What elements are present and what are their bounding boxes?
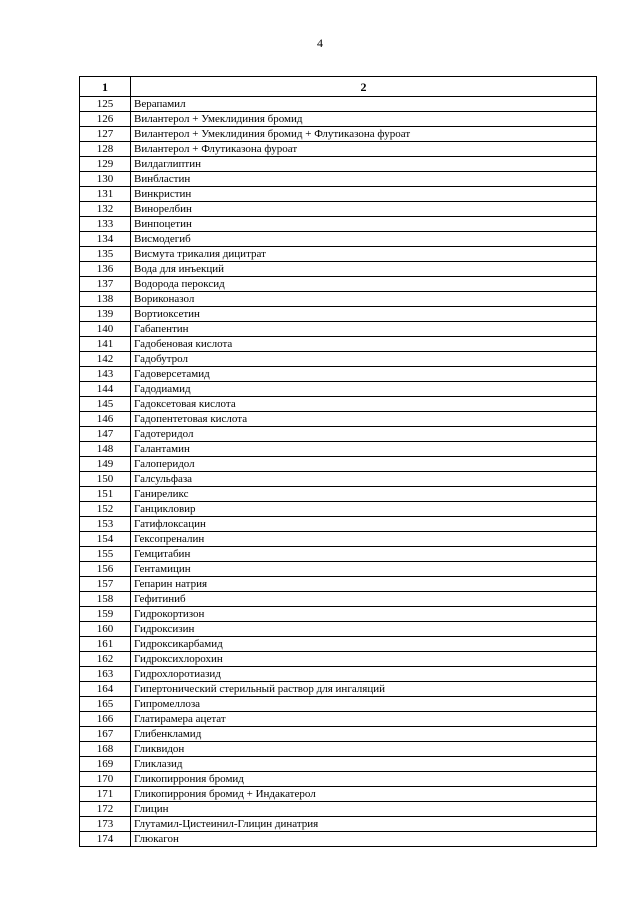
table-row [80, 367, 597, 382]
table-row [80, 712, 597, 727]
drug-name: Гадопентетовая кислота [131, 412, 597, 427]
row-number: 142 [80, 352, 131, 367]
table-row [80, 412, 597, 427]
table-row [80, 127, 597, 142]
table-row [80, 667, 597, 682]
table-header-row [80, 77, 597, 97]
table-row [80, 682, 597, 697]
drug-name: Гатифлоксацин [131, 517, 597, 532]
drug-name: Винбластин [131, 172, 597, 187]
table-row [80, 172, 597, 187]
row-number: 157 [80, 577, 131, 592]
row-number: 135 [80, 247, 131, 262]
table-row [80, 757, 597, 772]
row-number: 130 [80, 172, 131, 187]
table-body [80, 97, 597, 847]
drug-name: Гадобутрол [131, 352, 597, 367]
column-header-number: 1 [80, 77, 131, 97]
table-row [80, 322, 597, 337]
table-row [80, 577, 597, 592]
row-number: 160 [80, 622, 131, 637]
row-number: 173 [80, 817, 131, 832]
drug-name: Винорелбин [131, 202, 597, 217]
table-row [80, 97, 597, 112]
row-number: 166 [80, 712, 131, 727]
drug-name: Гадобеновая кислота [131, 337, 597, 352]
drug-name: Гентамицин [131, 562, 597, 577]
row-number: 143 [80, 367, 131, 382]
row-number: 137 [80, 277, 131, 292]
row-number: 165 [80, 697, 131, 712]
drug-name: Вилдаглиптин [131, 157, 597, 172]
table-row [80, 262, 597, 277]
row-number: 140 [80, 322, 131, 337]
row-number: 136 [80, 262, 131, 277]
row-number: 145 [80, 397, 131, 412]
table-row [80, 832, 597, 847]
row-number: 171 [80, 787, 131, 802]
table-row [80, 622, 597, 637]
row-number: 172 [80, 802, 131, 817]
row-number: 127 [80, 127, 131, 142]
row-number: 153 [80, 517, 131, 532]
drug-name: Винпоцетин [131, 217, 597, 232]
drug-name: Глутамил-Цистеинил-Глицин динатрия [131, 817, 597, 832]
drug-name: Глатирамера ацетат [131, 712, 597, 727]
table-row [80, 592, 597, 607]
table-row [80, 532, 597, 547]
drug-name: Гексопреналин [131, 532, 597, 547]
row-number: 174 [80, 832, 131, 847]
drug-name: Ганиреликс [131, 487, 597, 502]
table-row [80, 487, 597, 502]
table-row [80, 562, 597, 577]
row-number: 146 [80, 412, 131, 427]
row-number: 169 [80, 757, 131, 772]
table-row [80, 517, 597, 532]
table-row [80, 382, 597, 397]
table-row [80, 802, 597, 817]
table-row [80, 352, 597, 367]
drug-name: Галоперидол [131, 457, 597, 472]
row-number: 126 [80, 112, 131, 127]
drug-name: Гадотеридол [131, 427, 597, 442]
row-number: 141 [80, 337, 131, 352]
drug-name: Винкристин [131, 187, 597, 202]
row-number: 138 [80, 292, 131, 307]
drug-name: Галсульфаза [131, 472, 597, 487]
drug-name: Глицин [131, 802, 597, 817]
drug-name: Гадоверсетамид [131, 367, 597, 382]
drug-name: Вилантерол + Умеклидиния бромид [131, 112, 597, 127]
drug-name: Вортиоксетин [131, 307, 597, 322]
table-row [80, 637, 597, 652]
row-number: 139 [80, 307, 131, 322]
table-row [80, 772, 597, 787]
drug-name: Висмута трикалия дицитрат [131, 247, 597, 262]
table-row [80, 457, 597, 472]
row-number: 149 [80, 457, 131, 472]
row-number: 133 [80, 217, 131, 232]
row-number: 129 [80, 157, 131, 172]
row-number: 148 [80, 442, 131, 457]
row-number: 168 [80, 742, 131, 757]
drug-name: Гидроксизин [131, 622, 597, 637]
table-row [80, 157, 597, 172]
table-row [80, 547, 597, 562]
drug-name: Гидроксихлорохин [131, 652, 597, 667]
drug-name: Габапентин [131, 322, 597, 337]
row-number: 159 [80, 607, 131, 622]
drug-name: Верапамил [131, 97, 597, 112]
drug-name: Гликопиррония бромид [131, 772, 597, 787]
drug-name: Гидрокортизон [131, 607, 597, 622]
row-number: 154 [80, 532, 131, 547]
table-row [80, 742, 597, 757]
drug-name: Вилантерол + Флутиказона фуроат [131, 142, 597, 157]
table-row [80, 187, 597, 202]
column-header-name: 2 [131, 77, 597, 97]
drug-name: Глибенкламид [131, 727, 597, 742]
table-row [80, 697, 597, 712]
row-number: 156 [80, 562, 131, 577]
table-row [80, 202, 597, 217]
drug-name: Вилантерол + Умеклидиния бромид + Флутиказона фуроат [131, 127, 597, 142]
row-number: 144 [80, 382, 131, 397]
row-number: 147 [80, 427, 131, 442]
drug-name: Водорода пероксид [131, 277, 597, 292]
row-number: 151 [80, 487, 131, 502]
page-number: 4 [317, 36, 323, 50]
table-row [80, 307, 597, 322]
table-row [80, 247, 597, 262]
row-number: 150 [80, 472, 131, 487]
drug-name: Ганцикловир [131, 502, 597, 517]
table-row [80, 787, 597, 802]
table-row [80, 427, 597, 442]
row-number: 125 [80, 97, 131, 112]
row-number: 162 [80, 652, 131, 667]
drug-name: Вода для инъекций [131, 262, 597, 277]
table-row [80, 817, 597, 832]
table-row [80, 472, 597, 487]
drug-name: Гидроксикарбамид [131, 637, 597, 652]
drug-name: Гипромеллоза [131, 697, 597, 712]
row-number: 131 [80, 187, 131, 202]
row-number: 134 [80, 232, 131, 247]
table-row [80, 112, 597, 127]
row-number: 158 [80, 592, 131, 607]
row-number: 167 [80, 727, 131, 742]
drug-name: Гадодиамид [131, 382, 597, 397]
table-row [80, 442, 597, 457]
drug-name: Галантамин [131, 442, 597, 457]
drug-list-table [79, 76, 597, 847]
table-row [80, 292, 597, 307]
row-number: 152 [80, 502, 131, 517]
row-number: 170 [80, 772, 131, 787]
drug-name: Гефитиниб [131, 592, 597, 607]
table-row [80, 217, 597, 232]
row-number: 128 [80, 142, 131, 157]
drug-name: Гликвидон [131, 742, 597, 757]
row-number: 164 [80, 682, 131, 697]
row-number: 155 [80, 547, 131, 562]
table-row [80, 232, 597, 247]
drug-name: Гипертонический стерильный раствор для ингаляций [131, 682, 597, 697]
table-row [80, 727, 597, 742]
row-number: 161 [80, 637, 131, 652]
drug-name: Гидрохлоротиазид [131, 667, 597, 682]
drug-name: Гликопиррония бромид + Индакатерол [131, 787, 597, 802]
row-number: 132 [80, 202, 131, 217]
drug-name: Гадоксетовая кислота [131, 397, 597, 412]
table-row [80, 142, 597, 157]
drug-name: Гемцитабин [131, 547, 597, 562]
drug-name: Гепарин натрия [131, 577, 597, 592]
drug-name: Глюкагон [131, 832, 597, 847]
drug-name: Гликлазид [131, 757, 597, 772]
drug-name: Висмодегиб [131, 232, 597, 247]
table-row [80, 502, 597, 517]
table-row [80, 652, 597, 667]
table-row [80, 337, 597, 352]
table-row [80, 607, 597, 622]
row-number: 163 [80, 667, 131, 682]
drug-name: Вориконазол [131, 292, 597, 307]
table-row [80, 277, 597, 292]
table-row [80, 397, 597, 412]
